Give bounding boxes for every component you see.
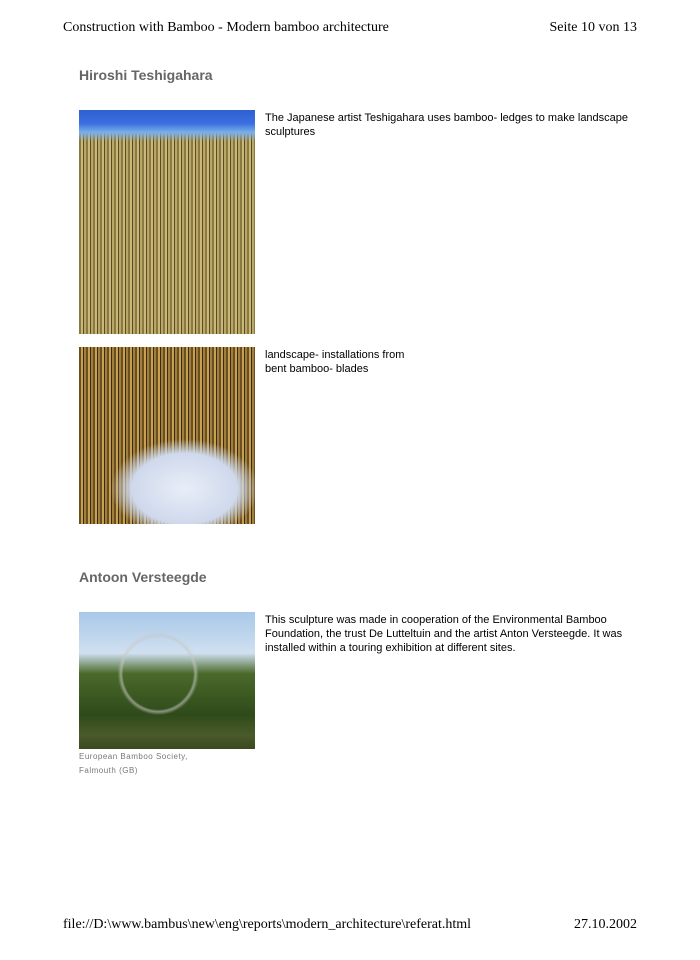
text-line: installed within a touring exhibition at different sites. (265, 642, 516, 654)
footer-date: 27.10.2002 (574, 917, 637, 932)
text-line: landscape- installations from (265, 349, 405, 361)
header-title: Construction with Bamboo - Modern bamboo architecture (63, 20, 389, 35)
caption-line: European Bamboo Society, (79, 752, 188, 761)
caption-line: Falmouth (GB) (79, 766, 138, 775)
bamboo-installation-image (79, 347, 255, 524)
image-caption (79, 750, 188, 778)
footer-path: file://D:\www.bambus\new\eng\reports\modern_architecture\referat.html (63, 917, 472, 932)
description (265, 613, 637, 655)
bamboo-sphere-sculpture-image (79, 612, 255, 749)
text-line: bent bamboo- blades (265, 363, 369, 375)
section-heading: Hiroshi Teshigahara (79, 67, 213, 83)
section-heading: Antoon Versteegde (79, 569, 207, 585)
text-line: sculptures (265, 126, 316, 138)
description (265, 111, 637, 139)
text-line: Foundation, the trust De Lutteltuin and the artist Anton Versteegde. It was (265, 628, 623, 640)
text-line: The Japanese artist Teshigahara uses bamboo- ledges to make landscape (265, 112, 629, 124)
description (265, 348, 637, 376)
text-line: This sculpture was made in cooperation of the Environmental Bamboo (265, 614, 607, 626)
bamboo-landscape-sculpture-image (79, 110, 255, 334)
page-number: Seite 10 von 13 (549, 20, 637, 35)
